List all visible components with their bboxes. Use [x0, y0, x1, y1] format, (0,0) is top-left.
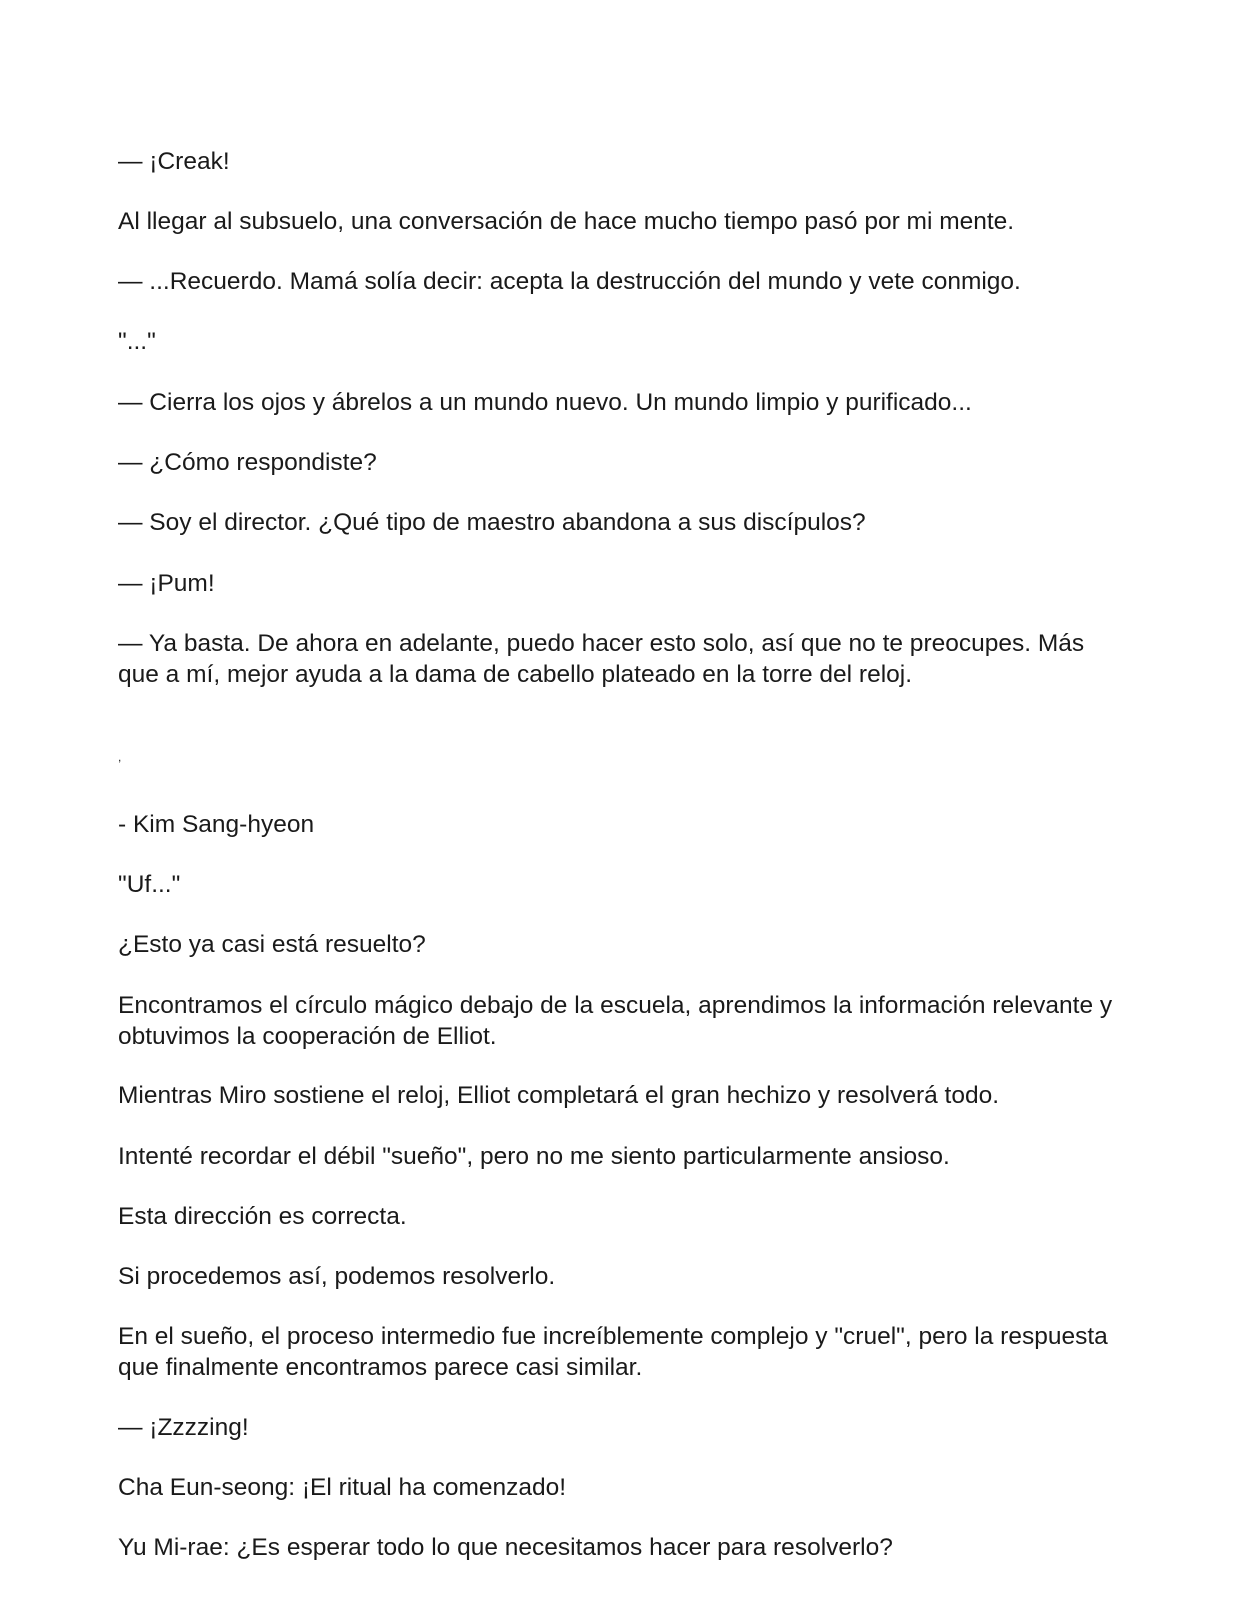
paragraph-uf: "Uf...": [118, 871, 181, 898]
paragraph-miro-reloj: Mientras Miro sostiene el reloj, Elliot completará el gran hechizo y resolverá todo.: [118, 1082, 1000, 1109]
paragraph-soy-el-director: — Soy el director. ¿Qué tipo de maestro abandona a sus discípulos?: [118, 509, 866, 536]
paragraph-casi-resuelto: ¿Esto ya casi está resuelto?: [118, 931, 426, 958]
paragraph-direccion-correcta: Esta dirección es correcta.: [118, 1203, 407, 1230]
paragraph-cierra-los-ojos: — Cierra los ojos y ábrelos a un mundo nuevo. Un mundo limpio y purificado...: [118, 389, 972, 416]
paragraph-proceso-cruel: En el sueño, el proceso intermedio fue increíblemente complejo y "cruel", pero la respuesta que finalmente encontramos parece casi similar.: [118, 1323, 1108, 1381]
section-heading-kim-sang-hyeon: - Kim Sang-hyeon: [118, 811, 315, 838]
paragraph-cha-eun-seong: Cha Eun-seong: ¡El ritual ha comenzado!: [118, 1474, 567, 1501]
paragraph-ya-basta: — Ya basta. De ahora en adelante, puedo hacer esto solo, así que no te preocupes. Más que a mí, mejor ayuda a la dama de cabello plateado en la torre del reloj.: [118, 630, 1085, 688]
paragraph-zzzzing: — ¡Zzzzing!: [118, 1414, 249, 1441]
paragraph-yu-mi-rae: Yu Mi-rae: ¿Es esperar todo lo que necesitamos hacer para resolverlo?: [118, 1534, 893, 1561]
stray-comma-mark: ,: [118, 750, 122, 764]
paragraph-sueno: Intenté recordar el débil "sueño", pero no me siento particularmente ansioso.: [118, 1143, 950, 1170]
paragraph-creak: — ¡Creak!: [118, 148, 230, 175]
paragraph-pum: — ¡Pum!: [118, 570, 215, 597]
paragraph-ellipsis: "...": [118, 328, 156, 355]
paragraph-procedemos: Si procedemos así, podemos resolverlo.: [118, 1263, 556, 1290]
paragraph-recuerdo: — ...Recuerdo. Mamá solía decir: acepta la destrucción del mundo y vete conmigo.: [118, 268, 1021, 295]
paragraph-como-respondiste: — ¿Cómo respondiste?: [118, 449, 377, 476]
paragraph-subsuelo: Al llegar al subsuelo, una conversación de hace mucho tiempo pasó por mi mente.: [118, 208, 1015, 235]
paragraph-circulo-magico: Encontramos el círculo mágico debajo de la escuela, aprendimos la información relevante y obtuvimos la cooperación de Elliot.: [118, 992, 1113, 1050]
